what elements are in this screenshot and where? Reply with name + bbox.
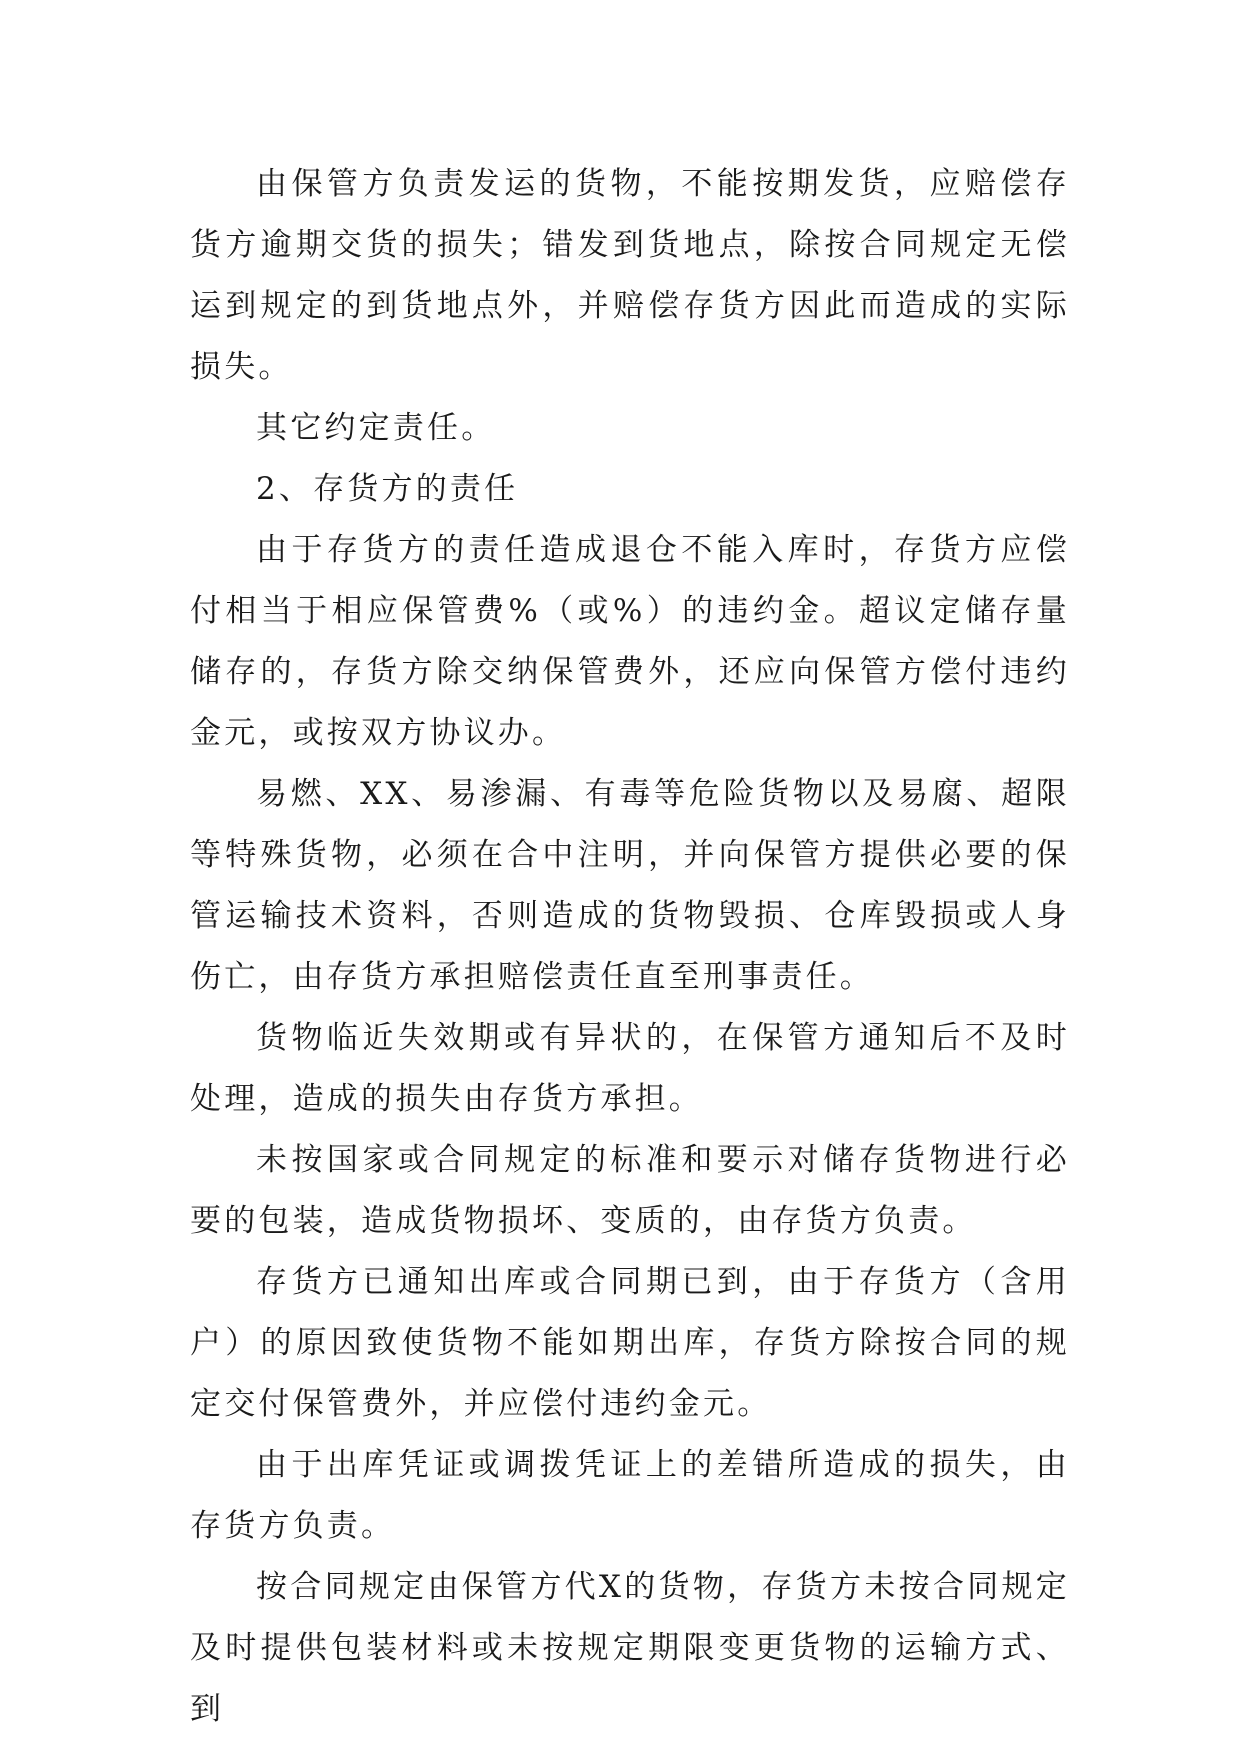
paragraph-packaging: 未按国家或合同规定的标准和要示对储存货物进行必要的包装，造成货物损坏、变质的，由存货方负责。 (190, 1142, 1070, 1239)
paragraph-return-penalty: 由于存货方的责任造成退仓不能入库时，存货方应偿付相当于相应保管费%（或%）的违约金。超议定储存量储存的，存货方除交纳保管费外，还应向保管方偿付违约金元，或按双方协议办。 (190, 532, 1070, 751)
paragraph-shipping-liability: 由保管方负责发运的货物，不能按期发货，应赔偿存货方逾期交货的损失；错发到货地点，除按合同规定无偿运到规定的到货地点外，并赔偿存货方因此而造成的实际损失。 (190, 166, 1070, 385)
paragraph-voucher-error: 由于出库凭证或调拨凭证上的差错所造成的损失，由存货方负责。 (190, 1447, 1070, 1544)
paragraph-dangerous-goods: 易燃、XX、易渗漏、有毒等危险货物以及易腐、超限等特殊货物，必须在合中注明，并向保管方提供必要的保管运输技术资料，否则造成的货物毁损、仓库毁损或人身伤亡，由存货方承担赔偿责任直至刑事责任。 (190, 776, 1070, 995)
paragraph-delayed-withdrawal: 存货方已通知出库或合同期已到，由于存货方（含用户）的原因致使货物不能如期出库，存货方除按合同的规定交付保管费外，并应偿付违约金元。 (190, 1264, 1070, 1422)
paragraph-packaging-materials: 按合同规定由保管方代X的货物，存货方未按合同规定及时提供包装材料或未按规定期限变更货物的运输方式、到 (190, 1569, 1070, 1727)
section-heading-depositor-liability: 2、存货方的责任 (256, 471, 519, 507)
document-body (190, 154, 1070, 1740)
paragraph-expiry-goods: 货物临近失效期或有异状的，在保管方通知后不及时处理，造成的损失由存货方承担。 (190, 1020, 1070, 1117)
paragraph-other-liability: 其它约定责任。 (256, 410, 496, 446)
